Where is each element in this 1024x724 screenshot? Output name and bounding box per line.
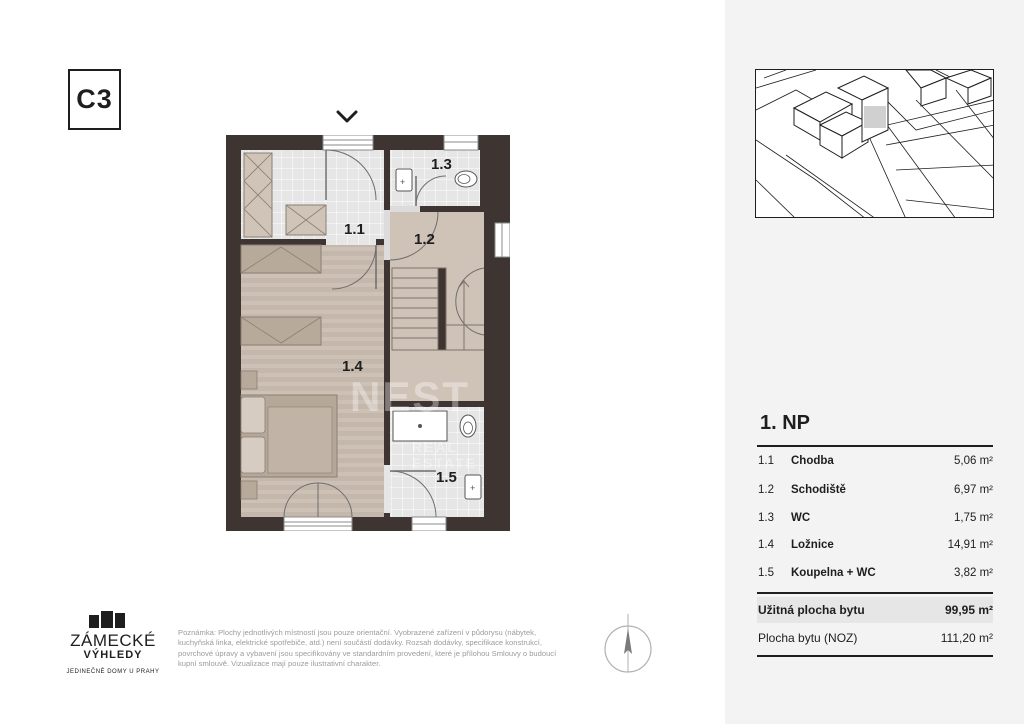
room-row-name: Koupelna + WC [791,567,876,579]
room-row-area: 6,97 m² [954,484,993,496]
room-label-1.5: 1.5 [436,469,457,486]
room-row-number: 1.5 [758,567,774,579]
svg-text:+: + [470,483,476,493]
floor-plan-drawing [226,135,510,531]
room-row [757,451,993,473]
north-arrow-icon [603,614,653,676]
room-row-area: 14,91 m² [947,539,993,551]
watermark-line1: NEST [350,373,471,420]
room-row-name: WC [791,512,811,524]
disclaimer-note: Poznámka: Plochy jednotlivých místností jsou pouze orientační. Vyobrazené zařízení v půdorysu (nábytek, kuchyňská linka, elektrické spotřebiče, atd.) není součástí dodávky. Rozsah dodávky, specifikace konstrukcí, povrchové úpravy a vybavení jsou specifikovány ve standardním provedení, které je přílohou Smlouvy o budoucí kupní smlouvě. Vizualizace mají pouze ilustrativní charakter. [178,628,557,669]
usable-area-label: Užitná plocha bytu [758,603,865,617]
logo-mark-icon [89,611,129,631]
watermark-line2: REAL ESTATE [412,439,478,471]
room-row [757,508,993,530]
room-row-number: 1.2 [758,484,774,496]
svg-text:+: + [400,177,406,187]
room-row-name: Ložnice [791,539,834,551]
table-top-rule [757,445,993,447]
unit-badge: C3 [68,69,121,130]
floor-plan [226,135,510,531]
room-row [757,563,993,585]
room-row-area: 3,82 m² [954,567,993,579]
noz-area-value: 111,20 m² [940,631,993,645]
room-label-1.1: 1.1 [344,221,365,238]
logo-tagline: JEDINEČNÉ DOMY U PRAHY [66,669,160,675]
room-row-name: Chodba [791,455,834,467]
room-label-1.4: 1.4 [342,358,363,375]
chevron-down-icon [336,109,358,125]
room-row [757,535,993,557]
floor-title: 1. NP [760,412,811,434]
logo-name-line2: VÝHLEDY [83,649,143,661]
axonometric-site-view [755,69,994,218]
logo-name-line1: ZÁMECKÉ [70,631,156,650]
noz-area-label: Plocha bytu (NOZ) [758,631,858,645]
room-row-area: 5,06 m² [954,455,993,467]
room-label-1.3: 1.3 [431,156,452,173]
room-row-number: 1.4 [758,539,774,551]
room-row-area: 1,75 m² [954,512,993,524]
axonometric-site-icon [756,70,994,218]
room-row-name: Schodiště [791,484,846,496]
room-label-1.2: 1.2 [414,231,435,248]
room-row [757,480,993,502]
table-bottom-rule [757,655,993,657]
usable-area-value: 99,95 m² [944,603,993,617]
room-row-number: 1.3 [758,512,774,524]
noz-area-row [757,628,993,650]
room-row-number: 1.1 [758,455,774,467]
table-mid-rule [757,592,993,594]
usable-area-row [757,597,993,623]
